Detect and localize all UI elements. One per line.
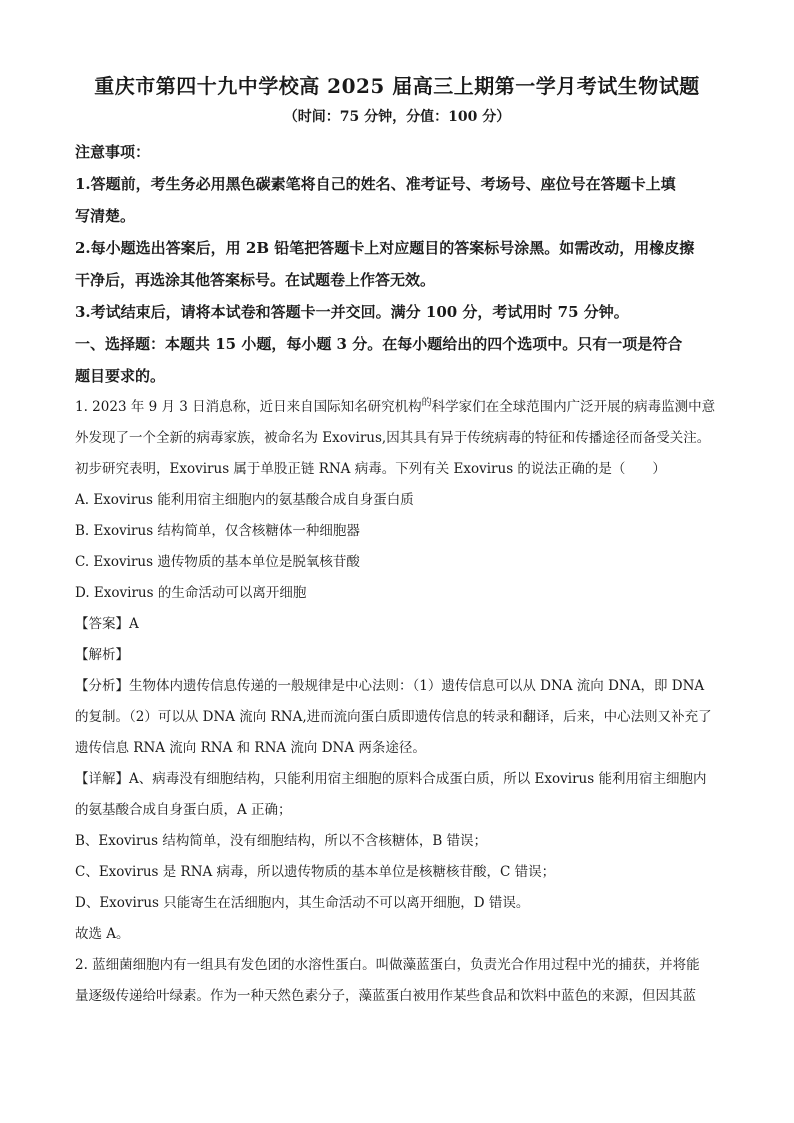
xiangjie-b: B、Exovirus 结构简单，没有细胞结构，所以不含核糖体，B 错误； [75,833,488,849]
q1-conclusion: 故选 A。 [75,926,130,942]
xiangjie-text-1: A、病毒没有细胞结构，只能利用宿主细胞的原料合成蛋白质，所以 Exovirus 能利用宿主细胞内 [129,771,707,787]
fenxi-line-3: 遗传信息 RNA 流向 RNA 和 RNA 流向 DNA 两条途径。 [75,740,426,756]
notice-heading: 注意事项： [75,143,151,161]
fenxi-line-1 [75,671,725,702]
fenxi-text-1: 生物体内遗传信息传递的一般规律是中心法则：（1）遗传信息可以从 DNA 流向 DNA，即 DNA [129,678,705,694]
xiangjie-d: D、Exovirus 只能寄生在活细胞内，其生命活动不可以离开细胞，D 错误。 [75,895,530,911]
notice-item-3: 3.考试结束后，请将本试卷和答题卡一并交回。满分 100 分，考试用时 75 分钟。 [75,303,629,321]
xiangjie-line-1 [75,764,725,795]
q1-option-a: A. Exovirus 能利用宿主细胞内的氨基酸合成自身蛋白质 [75,492,414,508]
q2-stem-line-2: 量逐级传递给叶绿素。作为一种天然色素分子，藻蓝蛋白被用作某些食品和饮料中蓝色的来源，但因其蓝 [75,988,696,1004]
notice-item-2-line-1: 2.每小题选出答案后，用 2B 铅笔把答题卡上对应题目的答案标号涂黑。如需改动，用橡皮擦 [75,239,695,257]
q1-stem-mark: 的 [421,397,432,409]
notice-item-2-line-2: 干净后，再选涂其他答案标号。在试题卷上作答无效。 [75,271,436,289]
q1-stem-line-1 [75,392,725,423]
q1-stem-line-1-end: 科学家们在全球范围内广泛开展的病毒监测中意 [431,399,716,415]
q1-stem-line-2: 外发现了一个全新的病毒家族，被命名为 Exovirus,因其具有异于传统病毒的特征和传播途径而备受关注。 [75,430,711,446]
answer-value: A [129,616,139,632]
page-subtitle: （时间：75 分钟，分值：100 分） [283,109,511,125]
q2-stem-line-1: 2. 蓝细菌细胞内有一组具有发色团的水溶性蛋白。叫做藻蓝蛋白，负责光合作用过程中光的捕获，并将能 [75,957,700,973]
page-title: 重庆市第四十九中学校高 2025 届高三上期第一学月考试生物试题 [94,74,700,98]
fenxi-line-2: 的复制。（2）可以从 DNA 流向 RNA,进而流向蛋白质即遗传信息的转录和翻译，后来，中心法则又补充了 [75,709,712,725]
q1-option-b: B. Exovirus 结构简单，仅含核糖体一种细胞器 [75,523,360,539]
q1-option-d: D. Exovirus 的生命活动可以离开细胞 [75,585,307,601]
xiangjie-c: C、Exovirus 是 RNA 病毒，所以遗传物质的基本单位是核糖核苷酸，C 错误； [75,864,556,880]
notice-item-1-line-1: 1.答题前，考生务必用黑色碳素笔将自己的姓名、准考证号、考场号、座位号在答题卡上填 [75,175,676,193]
notice-item-1-line-2: 写清楚。 [75,207,136,225]
notice-section [75,136,725,392]
analysis-tag: 【解析】 [75,647,129,663]
q1-answer [75,609,725,640]
q1-option-c: C. Exovirus 遗传物质的基本单位是脱氧核苷酸 [75,554,360,570]
q1-stem-line-3: 初步研究表明，Exovirus 属于单股正链 RNA 病毒。下列有关 Exovirus 的说法正确的是（ ） [75,461,666,477]
answer-tag: 【答案】 [75,616,129,632]
section-heading-line-1: 一、选择题：本题共 15 小题，每小题 3 分。在每小题给出的四个选项中。只有一项是符合 [75,335,683,353]
section-heading-line-2: 题目要求的。 [75,367,166,385]
question-1 [75,392,725,1012]
xiangjie-line-2: 的氨基酸合成自身蛋白质，A 正确； [75,802,292,818]
xiangjie-tag: 【详解】 [75,771,129,787]
fenxi-tag: 【分析】 [75,678,129,694]
q1-stem-line-1-start: 1. 2023 年 9 月 3 日消息称，近日来自国际知名研究机构 [75,399,422,415]
